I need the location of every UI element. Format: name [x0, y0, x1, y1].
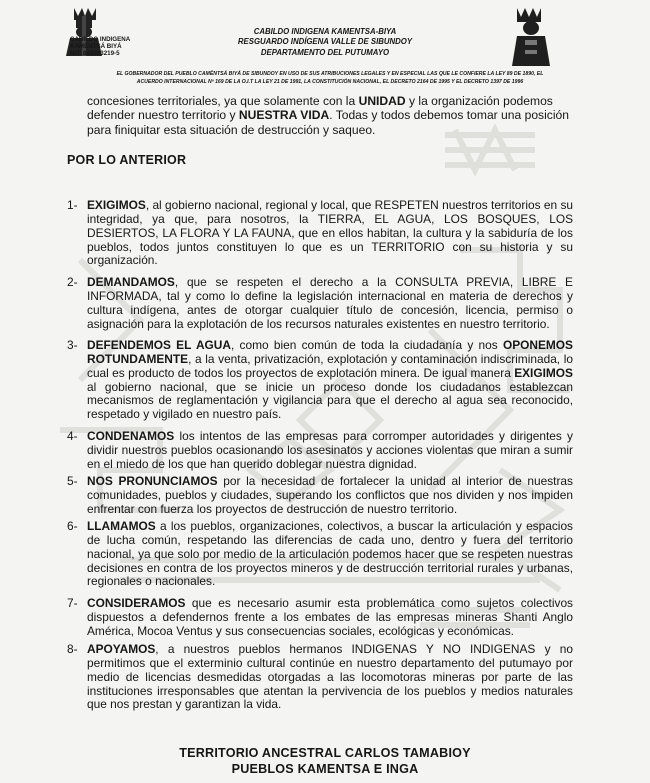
item-keyword: EXIGIMOS	[514, 365, 573, 380]
item-body: a los pueblos, organizaciones, colectivos, a buscar la articulación y espacios de lucha común, respetando las diferencias de cada uno, dentro y fuera del territorio nacional, ya que solo por medio de la articulación podemos hacer que se respeten nuestras decisiones en contra de los proyectos mineros y de destrucción territorial rurales y urbanas, regionales o nacionales.	[87, 519, 573, 589]
item-text	[87, 339, 573, 422]
item-keyword: CONDENAMOS	[87, 429, 175, 443]
item-keyword: APOYAMOS	[87, 642, 156, 656]
item-body: por la necesidad de fortalecer la unidad al interior de nuestras comunidades, pueblos y ciudades, superando los conflictos que nos dividen y nos impiden enfrentar con fuerza los proyectos de destrucción de nuestro territorio.	[87, 474, 573, 516]
text: y la organización podemos	[405, 94, 553, 108]
item-number: 8-	[67, 642, 78, 656]
intro-line-2	[87, 108, 571, 122]
logo-caption	[70, 36, 148, 58]
item-body: , a la venta, privatización, explotación y contaminación indiscriminada, lo cual es producto de todos los proyectos de explotación minera. De igual manera	[87, 351, 573, 380]
item-text	[87, 276, 573, 331]
item-number: 5-	[67, 474, 78, 488]
item-body: , como bien común de toda la ciudadanía y nos	[230, 338, 503, 352]
item-keyword: EXIGIMOS	[87, 198, 146, 212]
footer-line: PUEBLOS KAMENTSA E INGA	[231, 762, 419, 776]
text: concesiones territoriales, ya que solamente con la	[87, 94, 359, 108]
item-body: , que se respeten el derecho a la CONSULTA PREVIA, LIBRE E INFORMADA, tal y como lo define la legislación internacional en materia de derechos y cultura indígena, antes de otorgar cualquier título de concesión, licencia, permiso o asignación para la explotación de los recursos naturales existentes en nuestro territorio.	[87, 275, 573, 331]
item-keyword: NOS PRONUNCIAMOS	[87, 474, 218, 488]
text: . Todas y todos debemos tomar una posición	[329, 108, 569, 123]
intro-paragraph	[87, 94, 571, 137]
logo-caption-line: KAMËNTSÁ BIYÁ	[70, 43, 122, 51]
item-text	[87, 643, 573, 712]
logo-caption-line: NIT: 846003219-5	[70, 50, 120, 58]
item-text	[87, 520, 573, 589]
item-keyword: DEMANDAMOS	[87, 275, 175, 289]
intro-line-1	[87, 94, 571, 108]
item-number: 6-	[67, 519, 78, 533]
item-number: 3-	[67, 338, 78, 352]
logo-caption-line: CABILDO INDIGENA	[70, 36, 131, 43]
item-number: 4-	[67, 429, 78, 443]
legal-line: ACUERDO INTERNACIONAL Nº 169 DE LA O.I.T LA LEY 21 DE 1991, LA CONSTITUCIÓN NACIONAL, EL DECRETO 2164 DE 1995 Y EL DECRETO 1397 DE 1996	[136, 78, 524, 85]
intro-line-3: para finiquitar esta situación de destrucción y saqueo.	[87, 122, 376, 137]
item-text	[87, 199, 573, 268]
item-keyword: CONSIDERAMOS	[87, 596, 186, 610]
text: defender nuestro territorio y	[87, 108, 239, 123]
header-line: CABILDO INDIGENA KAMENTSA-BIYA	[253, 27, 397, 36]
item-keyword: LLAMAMOS	[87, 519, 156, 533]
item-body: al gobierno nacional, que se inicie un proceso donde los ciudadanos establezcan mecanismos de reglamentación y vigilancia para que el derecho al agua sea reconocido, respetado y vigilado en nuestro país.	[87, 379, 573, 422]
item-text	[87, 430, 573, 472]
indigenous-figure-icon	[505, 6, 555, 68]
item-text	[87, 597, 573, 639]
footer-line: TERRITORIO ANCESTRAL CARLOS TAMABIOY	[179, 746, 471, 760]
item-body: que es necesario asumir esta problemática como sujetos colectivos dispuestos a defendernos frente a los embates de las empresas mineras Shanti Anglo América, Mocoa Ventus y sus consecuencias sociales, ecológicas y económicas.	[87, 596, 573, 638]
section-title: POR LO ANTERIOR	[67, 153, 187, 167]
emphasis: UNIDAD	[358, 94, 406, 108]
legal-notice	[14, 71, 646, 86]
emphasis: NUESTRA VIDA	[238, 108, 330, 123]
header-line: DEPARTAMENTO DEL PUTUMAYO	[260, 47, 390, 57]
legal-line: EL GOBERNADOR DEL PUEBLO CAMËNTSÁ BIYÁ DE SIBUNDOY EN USO DE SUS ATRIBUCIONES LEGALES Y EN ESPECIAL LAS QUE LE CONFIERE LA LEY 89 DE 1890, EL	[116, 71, 544, 77]
item-number: 2-	[67, 275, 78, 289]
header-line: RESGUARDO INDÍGENA VALLE DE SIBUNDOY	[237, 37, 413, 47]
header-title-block	[195, 27, 455, 58]
item-number: 7-	[67, 596, 78, 610]
item-body: los intentos de las empresas para corromper autoridades y dirigentes y dividir nuestros pueblos ocasionando los asesinatos y acciones violentas que miran a sumir en el miedo de los que han querido doblegar nuestra dignidad.	[87, 429, 573, 471]
item-text	[87, 475, 573, 517]
item-keyword: OPONEMOS ROTUNDAMENTE	[87, 338, 573, 366]
item-number: 1-	[67, 198, 78, 212]
item-keyword: DEFENDEMOS EL AGUA	[87, 338, 231, 352]
item-body: , a nuestros pueblos hermanos INDIGENAS Y NO INDIGENAS y no permitimos que el exterminio cultural continúe en nuestro departamento del putumayo por medio de licencias desmedidas otorgadas a las locomotoras mineras por parte de las instituciones irresponsables que atentan la pervivencia de los pueblos y medios naturales que nos prestan y garantizan la vida.	[87, 642, 573, 712]
item-body: , al gobierno nacional, regional y local, que RESPETEN nuestros territorios en su integridad, ya que, para nosotros, la TIERRA, EL AGUA, LOS BOSQUES, LOS DESIERTOS, LA FLORA Y LA FAUNA, que en ellos habitan, la cultura y la sabiduría de los pueblos, todos juntos constituyen lo que es un TERRITORIO con su historia y su organización.	[87, 198, 573, 268]
